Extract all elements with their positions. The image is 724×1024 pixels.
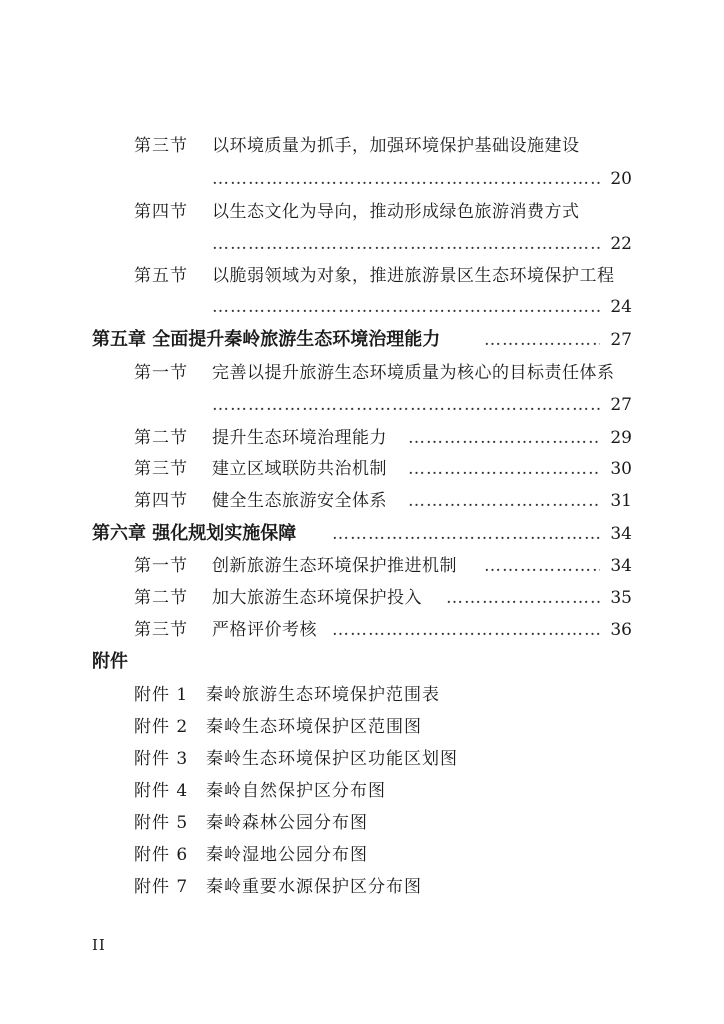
attachment-title: 秦岭生态环境保护区范围图 — [206, 717, 422, 737]
dot-leader — [408, 454, 600, 484]
section-title: 建立区域联防共治机制 — [212, 459, 387, 479]
attachment-label: 附件 2 — [134, 717, 189, 737]
page-number: 35 — [610, 588, 632, 608]
page-number: 31 — [610, 491, 632, 511]
toc-entry-s6-4[interactable] — [0, 486, 724, 516]
section-label: 第一节 — [134, 363, 188, 383]
dot-leader — [484, 551, 600, 581]
page-number: 27 — [610, 395, 632, 415]
attachments-heading-row — [0, 647, 724, 677]
attachments-heading: 附件 — [92, 651, 128, 672]
page-number: 34 — [610, 524, 632, 544]
toc-entry-s5-5[interactable] — [0, 261, 724, 291]
toc-entry-s7-3[interactable] — [0, 615, 724, 645]
attachment-title: 秦岭湿地公园分布图 — [206, 845, 368, 865]
attachment-title: 秦岭重要水源保护区分布图 — [206, 877, 422, 897]
attachment-label: 附件 1 — [134, 685, 189, 705]
dot-leader — [332, 519, 600, 549]
dot-leader — [332, 615, 600, 645]
attachment-item[interactable] — [0, 744, 724, 774]
toc-chapter-6[interactable] — [0, 519, 724, 549]
chapter-title: 第五章 全面提升秦岭旅游生态环境治理能力 — [92, 329, 441, 350]
toc-entry-s6-1-leader — [0, 390, 724, 420]
section-label: 第二节 — [134, 428, 188, 448]
page-folio: II — [92, 936, 106, 954]
page-number: 22 — [610, 234, 632, 254]
section-label: 第三节 — [134, 136, 188, 156]
dot-leader — [212, 390, 600, 420]
section-title: 健全生态旅游安全体系 — [212, 491, 387, 511]
dot-leader — [446, 583, 600, 613]
toc-entry-s6-2[interactable] — [0, 423, 724, 453]
dot-leader — [212, 229, 600, 259]
toc-entry-s5-3-leader — [0, 164, 724, 194]
attachment-label: 附件 6 — [134, 845, 189, 865]
section-label: 第四节 — [134, 202, 188, 222]
attachment-item[interactable] — [0, 776, 724, 806]
attachment-title: 秦岭旅游生态环境保护范围表 — [206, 685, 440, 705]
section-label: 第三节 — [134, 459, 188, 479]
page-number: 27 — [610, 330, 632, 350]
attachment-item[interactable] — [0, 808, 724, 838]
toc-entry-s7-1[interactable] — [0, 551, 724, 581]
section-title: 以脆弱领域为对象，推进旅游景区生态环境保护工程 — [212, 266, 615, 286]
toc-entry-s5-5-leader — [0, 292, 724, 322]
chapter-title: 第六章 强化规划实施保障 — [92, 523, 297, 544]
attachment-label: 附件 5 — [134, 813, 189, 833]
attachment-label: 附件 3 — [134, 749, 189, 769]
toc-entry-s5-4-leader — [0, 229, 724, 259]
page-number: 24 — [610, 297, 632, 317]
section-title: 以生态文化为导向，推动形成绿色旅游消费方式 — [212, 202, 580, 222]
page-number: 36 — [610, 620, 632, 640]
attachment-item[interactable] — [0, 840, 724, 870]
toc-entry-s5-4[interactable] — [0, 197, 724, 227]
dot-leader — [212, 292, 600, 322]
attachment-item[interactable] — [0, 872, 724, 902]
section-title: 完善以提升旅游生态环境质量为核心的目标责任体系 — [212, 363, 615, 383]
page-number: 34 — [610, 556, 632, 576]
attachment-title: 秦岭自然保护区分布图 — [206, 781, 386, 801]
attachment-item[interactable] — [0, 712, 724, 742]
section-title: 加大旅游生态环境保护投入 — [212, 588, 422, 608]
page-number: 30 — [610, 459, 632, 479]
section-title: 创新旅游生态环境保护推进机制 — [212, 556, 457, 576]
section-title: 以环境质量为抓手，加强环境保护基础设施建设 — [212, 136, 580, 156]
section-label: 第二节 — [134, 588, 188, 608]
toc-entry-s6-3[interactable] — [0, 454, 724, 484]
section-label: 第五节 — [134, 266, 188, 286]
attachment-label: 附件 4 — [134, 781, 189, 801]
page-number: 20 — [610, 169, 632, 189]
dot-leader — [408, 423, 600, 453]
page-number: 29 — [610, 428, 632, 448]
section-title: 严格评价考核 — [212, 620, 317, 640]
toc-chapter-5[interactable] — [0, 325, 724, 355]
toc-entry-s5-3[interactable] — [0, 131, 724, 161]
dot-leader — [408, 486, 600, 516]
section-label: 第三节 — [134, 620, 188, 640]
section-label: 第一节 — [134, 556, 188, 576]
dot-leader — [484, 325, 600, 355]
toc-entry-s6-1[interactable] — [0, 358, 724, 388]
dot-leader — [212, 164, 600, 194]
attachment-item[interactable] — [0, 680, 724, 710]
section-title: 提升生态环境治理能力 — [212, 428, 387, 448]
attachment-label: 附件 7 — [134, 877, 189, 897]
attachment-title: 秦岭森林公园分布图 — [206, 813, 368, 833]
toc-entry-s7-2[interactable] — [0, 583, 724, 613]
attachment-title: 秦岭生态环境保护区功能区划图 — [206, 749, 458, 769]
section-label: 第四节 — [134, 491, 188, 511]
